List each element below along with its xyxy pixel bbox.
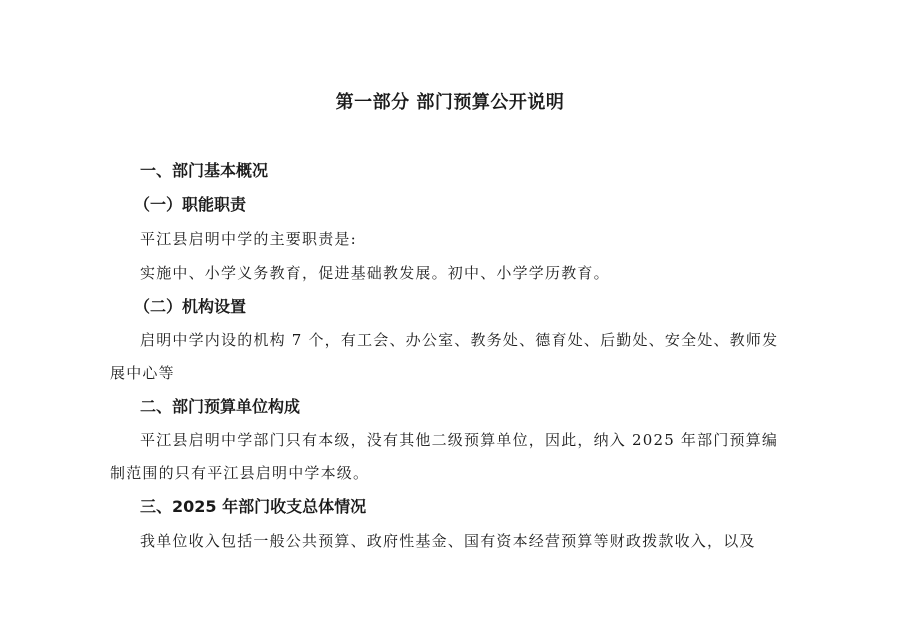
- section-1-2-heading: （二）机构设置: [134, 297, 247, 316]
- section-3-paragraph-1: 我单位收入包括一般公共预算、政府性基金、国有资本经营预算等财政拨款收入，以及: [140, 532, 756, 550]
- section-3-heading: 三、2025 年部门收支总体情况: [140, 497, 367, 516]
- section-2-paragraph-1: 平江县启明中学部门只有本级，没有其他二级预算单位，因此，纳入 2025 年部门预算编制范围的只有平江县启明中学本级。: [110, 431, 779, 482]
- section-1-2-paragraph-1: 启明中学内设的机构 7 个，有工会、办公室、教务处、德育处、后勤处、安全处、教师发展中心等: [110, 331, 779, 382]
- section-1-1-paragraph-1: 平江县启明中学的主要职责是:: [140, 230, 357, 248]
- page-title: 第一部分 部门预算公开说明: [335, 92, 565, 113]
- section-1-1-heading: （一）职能职责: [134, 195, 247, 214]
- section-1-heading: 一、部门基本概况: [140, 161, 269, 180]
- document-body: [110, 154, 790, 558]
- section-2-heading: 二、部门预算单位构成: [140, 397, 301, 416]
- section-1-1-paragraph-2: 实施中、小学义务教育，促进基础教发展。初中、小学学历教育。: [140, 264, 610, 282]
